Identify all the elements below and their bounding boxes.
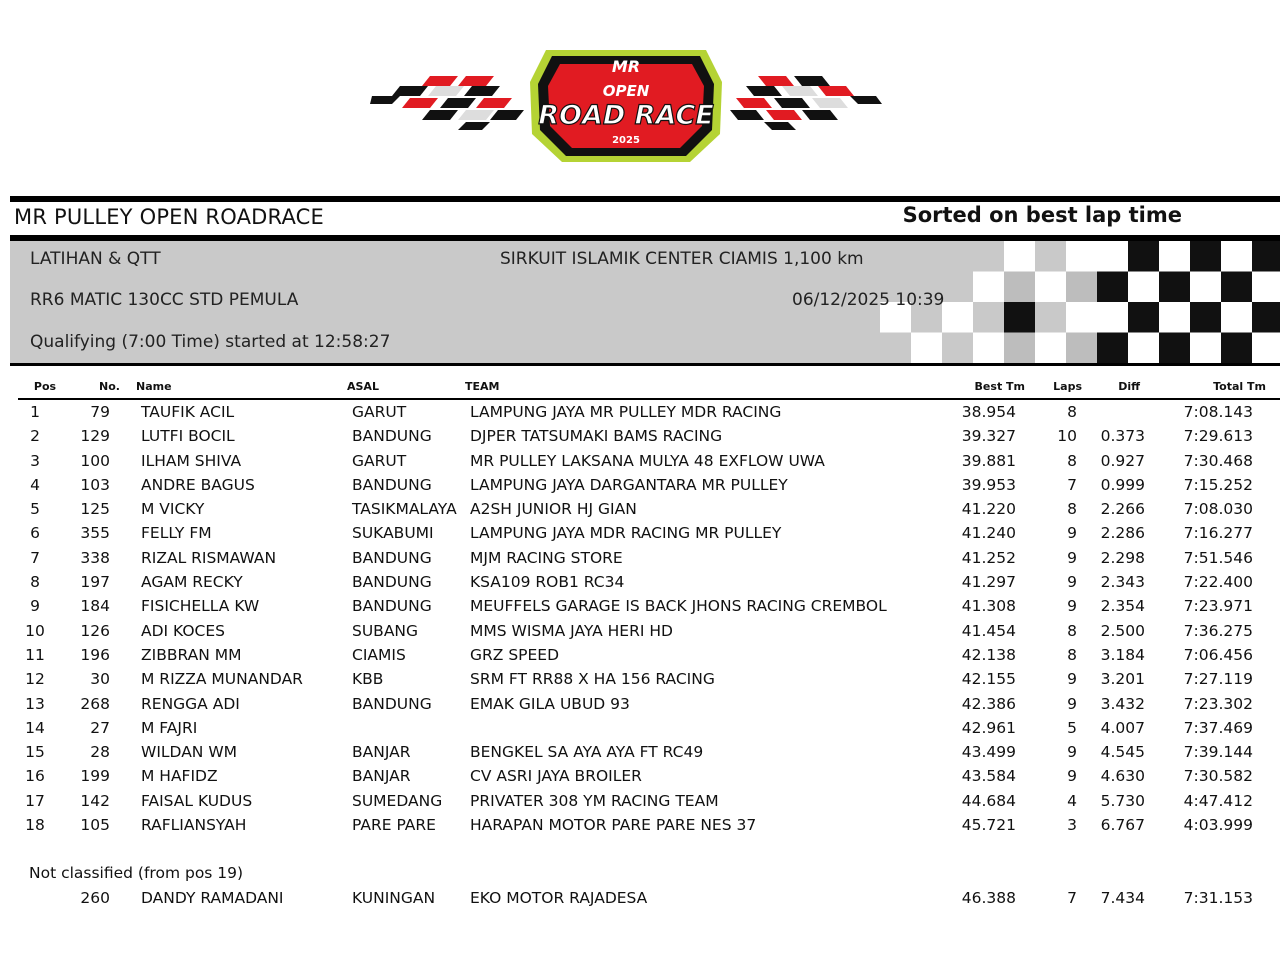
event-title: MR PULLEY OPEN ROADRACE [14,205,324,229]
cell-no: 338 [80,548,110,567]
cell-asal: BANDUNG [352,694,432,713]
table-row [0,594,1280,618]
cell-total: 7:27.119 [1183,670,1253,689]
cell-total: 7:39.144 [1183,743,1253,762]
cell-name: WILDAN WM [141,743,238,762]
cell-asal: TASIKMALAYA [352,500,457,519]
flag-square [1190,333,1221,364]
cell-team: HARAPAN MOTOR PARE PARE NES 37 [470,816,757,835]
logo-line2-text: ROAD RACE [538,100,714,131]
col-header-pos: Pos [33,380,57,393]
flag-square [1128,302,1159,333]
logo-line1-text: OPEN [602,82,650,100]
cell-no: 355 [80,524,110,543]
logo-brand-text: MR [611,57,641,76]
cell-total: 4:47.412 [1183,791,1253,810]
col-header-no: No. [99,380,120,393]
cell-best: 41.308 [961,597,1016,616]
session-name: LATIHAN & QTT [30,249,161,269]
flag-square [1252,302,1280,333]
cell-laps: 9 [1067,597,1077,616]
cell-total: 7:37.469 [1183,718,1253,737]
cell-name: FAISAL KUDUS [141,791,253,810]
results-table-header [0,378,1280,398]
cell-total: 7:22.400 [1183,573,1253,592]
cell-asal: GARUT [352,451,407,470]
print-datetime: 06/12/2025 10:39 [792,290,945,310]
cell-pos: 17 [25,791,45,810]
cell-best: 39.327 [961,427,1016,446]
flag-square [1004,333,1035,364]
flag-square [1190,241,1221,272]
flag-square [1128,272,1159,303]
flag-square [1035,272,1066,303]
cell-best: 43.499 [961,743,1016,762]
cell-pos: 6 [30,524,40,543]
cell-no: 260 [80,889,110,907]
flag-square [1004,241,1035,272]
flag-square [1066,302,1097,333]
right-checkered-wing [730,76,882,130]
cell-total: 7:15.252 [1183,475,1253,494]
cell-diff: 0.999 [1100,475,1145,494]
cell-best: 42.138 [961,645,1016,664]
cell-laps: 9 [1067,670,1077,689]
cell-laps: 9 [1067,694,1077,713]
cell-name: AGAM RECKY [141,573,243,592]
flag-square [973,272,1004,303]
flag-square [1159,272,1190,303]
cell-best: 41.297 [961,573,1016,592]
cell-name: ANDRE BAGUS [141,475,255,494]
cell-laps: 9 [1067,767,1077,786]
flag-square [1097,241,1128,272]
cell-asal: BANDUNG [352,475,432,494]
cell-laps: 8 [1067,500,1077,519]
cell-best: 45.721 [961,816,1016,835]
cell-laps: 8 [1067,403,1077,421]
flag-square [1221,241,1252,272]
cell-laps: 5 [1067,718,1077,737]
cell-team: GRZ SPEED [470,645,560,664]
cell-team: SRM FT RR88 X HA 156 RACING [470,670,715,689]
flag-square [1128,333,1159,364]
cell-asal: BANDUNG [352,427,432,446]
cell-total: 7:23.302 [1183,694,1253,713]
cell-pos: 3 [30,451,40,470]
not-classified-label: Not classified (from pos 19) [29,864,244,882]
flag-square [1159,241,1190,272]
cell-laps: 8 [1067,451,1077,470]
cell-pos: 1 [30,403,40,421]
race-class: RR6 MATIC 130CC STD PEMULA [30,290,299,310]
flag-square [1252,333,1280,364]
cell-name: M RIZZA MUNANDAR [141,670,303,689]
flag-square [1252,241,1280,272]
cell-pos: 11 [25,645,45,664]
cell-name: RENGGA ADI [141,694,240,713]
cell-no: 196 [80,645,110,664]
cell-asal: KUNINGAN [352,889,436,907]
cell-team: A2SH JUNIOR HJ GIAN [470,500,637,519]
cell-best: 43.584 [961,767,1016,786]
cell-diff: 2.354 [1100,597,1145,616]
table-row [0,692,1280,716]
circuit-name: SIRKUIT ISLAMIK CENTER CIAMIS 1,100 km [500,249,864,269]
cell-diff: 2.343 [1100,573,1145,592]
cell-no: 28 [90,743,110,762]
table-row [0,424,1280,448]
cell-no: 105 [80,816,110,835]
cell-pos: 2 [30,427,40,446]
cell-no: 129 [80,427,110,446]
sort-label: Sorted on best lap time [902,203,1182,227]
logo-year-text: 2025 [612,135,640,146]
cell-best: 41.454 [961,621,1016,640]
cell-pos: 12 [25,670,45,689]
cell-asal: BANDUNG [352,548,432,567]
table-row [0,619,1280,643]
col-header-name: Name [136,380,172,393]
cell-total: 7:29.613 [1183,427,1253,446]
qualifying-info: Qualifying (7:00 Time) started at 12:58:27 [30,332,391,352]
flag-square [1097,302,1128,333]
flag-square [1066,272,1097,303]
cell-best: 42.961 [961,718,1016,737]
table-row [0,400,1280,424]
results-table-body [0,400,1280,837]
flag-square [1221,333,1252,364]
cell-diff: 4.545 [1100,743,1145,762]
cell-no: 27 [90,718,110,737]
table-row [0,813,1280,837]
cell-name: M HAFIDZ [141,767,218,786]
cell-no: 142 [80,791,110,810]
cell-asal: BANDUNG [352,597,432,616]
flag-square [1066,333,1097,364]
cell-best: 39.881 [961,451,1016,470]
cell-no: 79 [90,403,110,421]
not-classified-body [0,886,1280,910]
cell-pos: 9 [30,597,40,616]
cell-pos: 13 [25,694,45,713]
cell-laps: 7 [1067,475,1077,494]
col-header-diff: Diff [1118,380,1140,393]
cell-pos: 4 [30,475,40,494]
cell-no: 103 [80,475,110,494]
flag-square [1190,302,1221,333]
cell-total: 7:06.456 [1183,645,1253,664]
cell-no: 100 [80,451,110,470]
cell-asal: PARE PARE [352,816,436,835]
cell-pos: 18 [25,816,45,835]
cell-laps: 3 [1067,816,1077,835]
cell-total: 7:08.143 [1183,403,1253,421]
table-row [0,449,1280,473]
cell-asal: CIAMIS [352,645,406,664]
cell-diff: 2.286 [1100,524,1145,543]
cell-team: MR PULLEY LAKSANA MULYA 48 EXFLOW UWA [470,451,825,470]
cell-total: 7:30.468 [1183,451,1253,470]
cell-pos: 16 [25,767,45,786]
cell-diff: 2.500 [1100,621,1145,640]
cell-team: DJPER TATSUMAKI BAMS RACING [470,427,723,446]
cell-no: 184 [80,597,110,616]
flag-square [1035,333,1066,364]
cell-laps: 9 [1067,743,1077,762]
flag-square [1159,333,1190,364]
cell-asal: SUKABUMI [352,524,434,543]
cell-total: 7:23.971 [1183,597,1253,616]
flag-square [1221,302,1252,333]
cell-best: 42.155 [961,670,1016,689]
flag-square [1128,241,1159,272]
cell-pos: 8 [30,573,40,592]
cell-best: 44.684 [961,791,1016,810]
flag-square [1066,241,1097,272]
col-header-laps: Laps [1053,380,1082,393]
cell-best: 38.954 [961,403,1016,421]
flag-square [973,333,1004,364]
cell-name: M VICKY [141,500,205,519]
cell-best: 46.388 [961,889,1016,907]
cell-asal: GARUT [352,403,407,421]
cell-team: MMS WISMA JAYA HERI HD [470,621,673,640]
cell-name: ILHAM SHIVA [141,451,242,470]
col-header-best: Best Tm [974,380,1025,393]
flag-square [1252,272,1280,303]
table-row [0,789,1280,813]
cell-laps: 7 [1067,889,1077,907]
cell-name: ADI KOCES [141,621,226,640]
cell-name: RAFLIANSYAH [141,816,247,835]
cell-name: TAUFIK ACIL [141,403,235,421]
cell-laps: 4 [1067,791,1077,810]
cell-diff: 7.434 [1100,889,1145,907]
cell-best: 42.386 [961,694,1016,713]
cell-pos: 15 [25,743,45,762]
cell-name: RIZAL RISMAWAN [141,548,277,567]
cell-no: 268 [80,694,110,713]
cell-team: LAMPUNG JAYA MR PULLEY MDR RACING [470,403,782,421]
cell-laps: 9 [1067,573,1077,592]
table-row [0,546,1280,570]
cell-asal: BANDUNG [352,573,432,592]
flag-square [1190,272,1221,303]
cell-total: 4:03.999 [1183,816,1253,835]
event-logo [370,42,882,166]
cell-best: 41.252 [961,548,1016,567]
cell-no: 125 [80,500,110,519]
cell-pos: 5 [30,500,40,519]
cell-diff: 0.373 [1100,427,1145,446]
col-header-total: Total Tm [1213,380,1266,393]
cell-best: 41.240 [961,524,1016,543]
cell-asal: SUBANG [352,621,419,640]
flag-square [1097,333,1128,364]
cell-name: DANDY RAMADANI [141,889,284,907]
cell-team: MJM RACING STORE [470,548,623,567]
cell-no: 30 [90,670,110,689]
flag-square [942,302,973,333]
left-checkered-wing [370,76,524,130]
table-row [0,497,1280,521]
cell-team: EKO MOTOR RAJADESA [470,889,648,907]
cell-diff: 3.432 [1100,694,1145,713]
cell-diff: 4.630 [1100,767,1145,786]
table-row [0,667,1280,691]
cell-total: 7:51.546 [1183,548,1253,567]
col-header-team: TEAM [465,380,500,393]
cell-diff: 3.201 [1100,670,1145,689]
cell-total: 7:08.030 [1183,500,1253,519]
cell-laps: 9 [1067,548,1077,567]
cell-diff: 0.927 [1100,451,1145,470]
cell-diff: 2.298 [1100,548,1145,567]
cell-team: PRIVATER 308 YM RACING TEAM [470,791,719,810]
table-row [0,764,1280,788]
cell-asal: SUMEDANG [352,791,443,810]
cell-name: FELLY FM [141,524,212,543]
cell-pos: 10 [25,621,45,640]
panel-divider [10,363,1280,366]
cell-total: 7:16.277 [1183,524,1253,543]
cell-asal: BANJAR [352,767,411,786]
cell-team: EMAK GILA UBUD 93 [470,694,630,713]
session-info-panel [10,241,1280,363]
cell-diff: 3.184 [1100,645,1145,664]
cell-laps: 8 [1067,621,1077,640]
cell-total: 7:30.582 [1183,767,1253,786]
cell-diff: 2.266 [1100,500,1145,519]
cell-team: KSA109 ROB1 RC34 [470,573,625,592]
flag-square [1004,302,1035,333]
cell-no: 197 [80,573,110,592]
table-row [0,521,1280,545]
flag-square [1097,272,1128,303]
table-row [0,643,1280,667]
cell-asal: KBB [352,670,384,689]
table-row [0,570,1280,594]
cell-name: M FAJRI [141,718,198,737]
table-row [0,740,1280,764]
cell-laps: 10 [1057,427,1077,446]
cell-laps: 9 [1067,524,1077,543]
table-row [0,716,1280,740]
cell-pos: 14 [25,718,45,737]
cell-team: MEUFFELS GARAGE IS BACK JHONS RACING CREMBOL [470,597,887,616]
cell-name: LUTFI BOCIL [141,427,235,446]
cell-name: FISICHELLA KW [141,597,260,616]
cell-best: 39.953 [961,475,1016,494]
cell-diff: 5.730 [1100,791,1145,810]
cell-diff: 4.007 [1100,718,1145,737]
cell-asal: BANJAR [352,743,411,762]
cell-laps: 8 [1067,645,1077,664]
cell-diff: 6.767 [1100,816,1145,835]
cell-no: 126 [80,621,110,640]
flag-square [1004,272,1035,303]
cell-team: LAMPUNG JAYA DARGANTARA MR PULLEY [470,475,788,494]
flag-square [911,333,942,364]
cell-team: BENGKEL SA AYA AYA FT RC49 [470,743,704,762]
cell-team: LAMPUNG JAYA MDR RACING MR PULLEY [470,524,782,543]
cell-no: 199 [80,767,110,786]
cell-total: 7:36.275 [1183,621,1253,640]
cell-team: CV ASRI JAYA BROILER [470,767,642,786]
cell-total: 7:31.153 [1183,889,1253,907]
flag-square [1221,272,1252,303]
table-row [0,886,1280,910]
col-header-asal: ASAL [347,380,379,393]
cell-name: ZIBBRAN MM [141,645,242,664]
cell-pos: 7 [30,548,40,567]
flag-square [1159,302,1190,333]
cell-best: 41.220 [961,500,1016,519]
table-row [0,473,1280,497]
